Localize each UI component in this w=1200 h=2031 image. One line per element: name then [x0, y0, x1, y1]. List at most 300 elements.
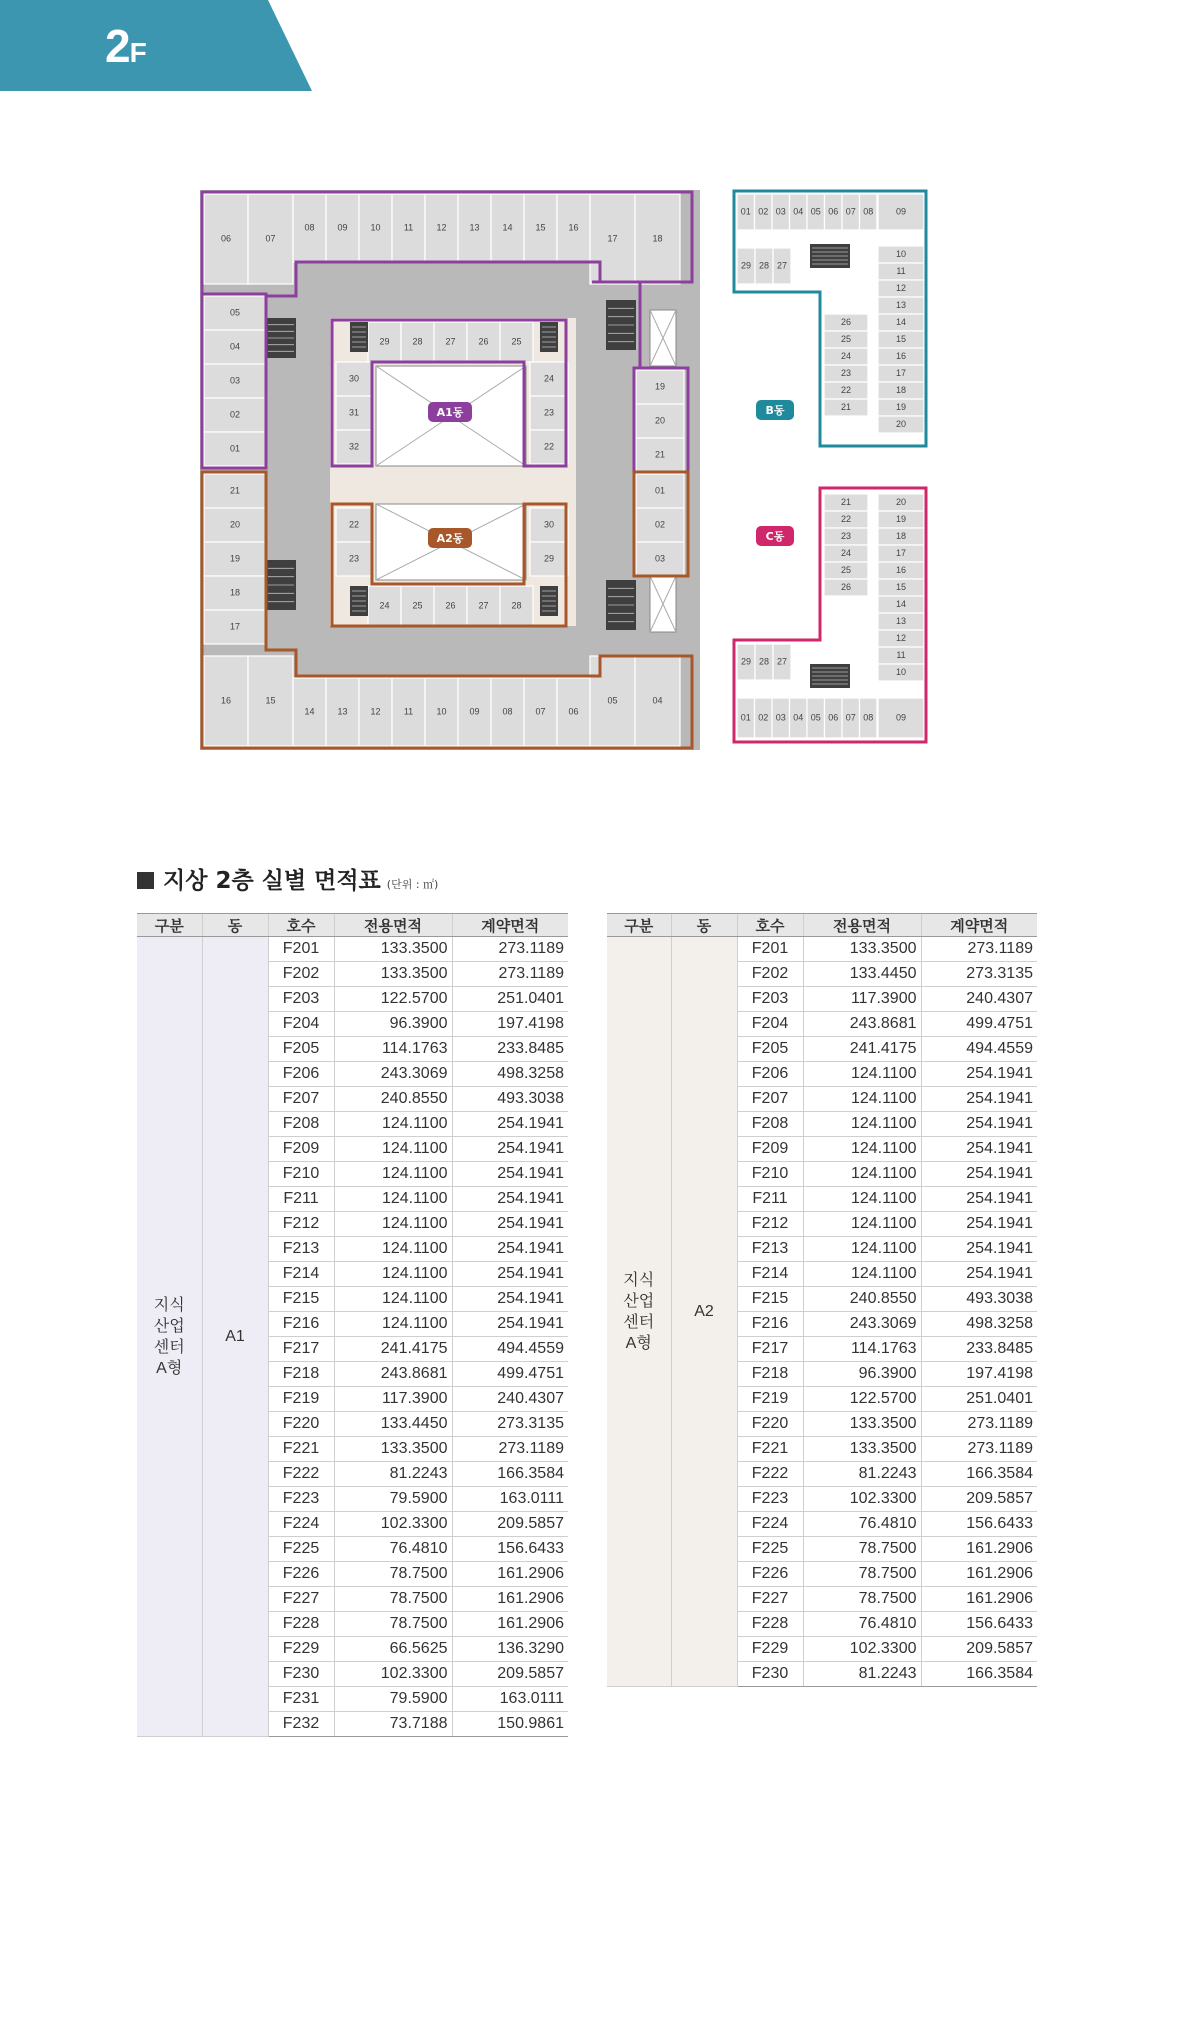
contract-area-cell: 156.6433 [921, 1612, 1037, 1637]
unit-number: 08 [502, 706, 513, 717]
unit-number: 11 [403, 222, 414, 233]
building-tag-label: A1동 [436, 406, 464, 419]
unit-number: 20 [895, 418, 907, 429]
contract-area-cell: 273.1189 [452, 1437, 568, 1462]
exclusive-area-cell: 76.4810 [334, 1537, 452, 1562]
contract-area-cell: 254.1941 [921, 1087, 1037, 1112]
unit-number: 19 [895, 401, 907, 412]
unit-cell: F211 [268, 1187, 334, 1212]
unit-cell: F222 [737, 1462, 803, 1487]
unit-number: 20 [229, 519, 241, 530]
contract-area-cell: 197.4198 [921, 1362, 1037, 1387]
unit-number: 31 [348, 407, 360, 418]
exclusive-area-cell: 124.1100 [334, 1187, 452, 1212]
contract-area-cell: 251.0401 [921, 1387, 1037, 1412]
unit-number: 22 [348, 519, 360, 530]
unit-cell: F206 [737, 1062, 803, 1087]
unit-number: 23 [543, 407, 555, 418]
exclusive-area-cell: 96.3900 [334, 1012, 452, 1037]
floor-label: 2F [105, 20, 146, 72]
unit-number: 23 [840, 530, 852, 541]
square-bullet-icon [137, 872, 154, 889]
exclusive-area-cell: 124.1100 [334, 1287, 452, 1312]
building-tag-label: C동 [765, 530, 785, 543]
unit-number: 28 [511, 600, 522, 611]
exclusive-area-cell: 76.4810 [803, 1512, 921, 1537]
unit-number: 08 [863, 712, 874, 723]
unit-number: 22 [840, 513, 852, 524]
unit-cell: F214 [268, 1262, 334, 1287]
unit-number: 22 [543, 441, 555, 452]
area-table-a1 [137, 913, 568, 1737]
unit-number: 25 [412, 600, 423, 611]
unit-number: 04 [793, 712, 804, 723]
contract-area-cell: 166.3584 [921, 1662, 1037, 1687]
unit-cell: F218 [268, 1362, 334, 1387]
contract-area-cell: 163.0111 [452, 1687, 568, 1712]
contract-area-cell: 240.4307 [921, 987, 1037, 1012]
unit-cell: F218 [737, 1362, 803, 1387]
exclusive-area-cell: 243.3069 [803, 1312, 921, 1337]
unit-number: 15 [265, 695, 276, 706]
unit-number: 13 [469, 222, 480, 233]
unit-cell: F230 [737, 1662, 803, 1687]
unit-number: 04 [229, 341, 241, 352]
exclusive-area-cell: 243.8681 [803, 1012, 921, 1037]
unit-cell: F229 [737, 1637, 803, 1662]
unit-number: 19 [895, 513, 907, 524]
unit-cell: F226 [737, 1562, 803, 1587]
unit-number: 14 [895, 598, 907, 609]
header-unit: 호수 [268, 914, 334, 937]
contract-area-cell: 233.8485 [452, 1037, 568, 1062]
exclusive-area-cell: 79.5900 [334, 1487, 452, 1512]
unit-number: 30 [348, 373, 360, 384]
contract-area-cell: 136.3290 [452, 1637, 568, 1662]
unit-number: 28 [412, 336, 423, 347]
unit-cell: F205 [737, 1037, 803, 1062]
contract-area-cell: 209.5857 [452, 1662, 568, 1687]
exclusive-area-cell: 96.3900 [803, 1362, 921, 1387]
unit-cell: F225 [737, 1537, 803, 1562]
unit-cell: F219 [737, 1387, 803, 1412]
unit-number: 07 [265, 233, 276, 244]
contract-area-cell: 493.3038 [921, 1287, 1037, 1312]
exclusive-area-cell: 243.8681 [334, 1362, 452, 1387]
unit-number: 28 [758, 656, 770, 667]
unit-number: 22 [840, 384, 852, 395]
unit-number: 10 [370, 222, 381, 233]
unit-cell: F219 [268, 1387, 334, 1412]
exclusive-area-cell: 78.7500 [803, 1562, 921, 1587]
exclusive-area-cell: 124.1100 [334, 1212, 452, 1237]
exclusive-area-cell: 124.1100 [803, 1087, 921, 1112]
unit-number: 17 [229, 621, 241, 632]
unit-number: 25 [840, 333, 852, 344]
unit-number: 23 [840, 367, 852, 378]
contract-area-cell: 254.1941 [921, 1112, 1037, 1137]
unit-number: 19 [654, 381, 666, 392]
unit-cell: F232 [268, 1712, 334, 1737]
exclusive-area-cell: 133.3500 [334, 1437, 452, 1462]
exclusive-area-cell: 124.1100 [803, 1112, 921, 1137]
unit-cell: F210 [737, 1162, 803, 1187]
unit-cell: F209 [737, 1137, 803, 1162]
unit-cell: F207 [268, 1087, 334, 1112]
contract-area-cell: 499.4751 [921, 1012, 1037, 1037]
unit-number: 16 [895, 350, 907, 361]
unit-cell: F221 [268, 1437, 334, 1462]
unit-number: 08 [304, 222, 315, 233]
header-contract-area: 계약면적 [452, 914, 568, 937]
exclusive-area-cell: 122.5700 [803, 1387, 921, 1412]
unit-number: 21 [229, 485, 241, 496]
unit-number: 02 [758, 206, 769, 217]
contract-area-cell: 273.1189 [452, 937, 568, 962]
unit-number: 17 [895, 367, 907, 378]
unit-number: 01 [229, 443, 241, 454]
header-unit: 호수 [737, 914, 803, 937]
unit-number: 25 [840, 564, 852, 575]
unit-number: 28 [758, 260, 770, 271]
contract-area-cell: 254.1941 [452, 1187, 568, 1212]
unit-number: 14 [502, 222, 513, 233]
unit-number: 07 [845, 206, 856, 217]
unit-number: 01 [740, 712, 751, 723]
unit-number: 12 [895, 632, 907, 643]
unit-number: 06 [828, 206, 839, 217]
unit-number: 07 [845, 712, 856, 723]
header-dong: 동 [671, 914, 737, 937]
contract-area-cell: 209.5857 [452, 1512, 568, 1537]
unit-cell: F210 [268, 1162, 334, 1187]
unit-number: 03 [775, 712, 786, 723]
exclusive-area-cell: 81.2243 [803, 1462, 921, 1487]
contract-area-cell: 156.6433 [921, 1512, 1037, 1537]
unit-cell: F217 [268, 1337, 334, 1362]
exclusive-area-cell: 243.3069 [334, 1062, 452, 1087]
unit-number: 24 [379, 600, 390, 611]
contract-area-cell: 254.1941 [452, 1212, 568, 1237]
unit-number: 16 [568, 222, 579, 233]
contract-area-cell: 197.4198 [452, 1012, 568, 1037]
contract-area-cell: 273.1189 [921, 1412, 1037, 1437]
unit-number: 14 [304, 706, 315, 717]
contract-area-cell: 254.1941 [452, 1262, 568, 1287]
contract-area-cell: 494.4559 [921, 1037, 1037, 1062]
header-exclusive-area: 전용면적 [803, 914, 921, 937]
unit-number: 11 [896, 265, 906, 276]
contract-area-cell: 254.1941 [921, 1162, 1037, 1187]
exclusive-area-cell: 240.8550 [334, 1087, 452, 1112]
unit-number: 25 [511, 336, 522, 347]
exclusive-area-cell: 124.1100 [803, 1137, 921, 1162]
exclusive-area-cell: 81.2243 [334, 1462, 452, 1487]
unit-cell: F216 [268, 1312, 334, 1337]
unit-number: 11 [403, 706, 414, 717]
unit-cell: F216 [737, 1312, 803, 1337]
exclusive-area-cell: 133.4450 [803, 962, 921, 987]
unit-cell: F202 [268, 962, 334, 987]
contract-area-cell: 498.3258 [921, 1312, 1037, 1337]
contract-area-cell: 254.1941 [452, 1137, 568, 1162]
unit-number: 08 [863, 206, 874, 217]
category-cell: 지식 산업 센터 A형 [137, 937, 202, 1737]
contract-area-cell: 273.3135 [452, 1412, 568, 1437]
exclusive-area-cell: 124.1100 [803, 1162, 921, 1187]
exclusive-area-cell: 78.7500 [334, 1587, 452, 1612]
exclusive-area-cell: 124.1100 [334, 1112, 452, 1137]
unit-number: 18 [229, 587, 241, 598]
unit-number: 04 [652, 695, 663, 706]
unit-cell: F202 [737, 962, 803, 987]
contract-area-cell: 254.1941 [452, 1312, 568, 1337]
exclusive-area-cell: 78.7500 [334, 1612, 452, 1637]
unit-number: 09 [895, 712, 907, 723]
unit-number: 27 [445, 336, 456, 347]
unit-number: 17 [895, 547, 907, 558]
unit-number: 29 [740, 656, 752, 667]
unit-number: 21 [840, 401, 852, 412]
unit-cell: F215 [737, 1287, 803, 1312]
unit-cell: F211 [737, 1187, 803, 1212]
unit-number: 05 [810, 712, 821, 723]
unit-number: 03 [775, 206, 786, 217]
exclusive-area-cell: 133.4450 [334, 1412, 452, 1437]
unit-number: 27 [478, 600, 489, 611]
exclusive-area-cell: 124.1100 [334, 1162, 452, 1187]
exclusive-area-cell: 78.7500 [803, 1587, 921, 1612]
unit-number: 18 [895, 384, 907, 395]
unit-number: 01 [654, 485, 666, 496]
dong-cell: A2 [671, 937, 737, 1687]
contract-area-cell: 163.0111 [452, 1487, 568, 1512]
unit-note: (단위 : ㎡) [386, 878, 439, 891]
unit-number: 21 [654, 449, 666, 460]
unit-cell: F227 [737, 1587, 803, 1612]
unit-cell: F208 [737, 1112, 803, 1137]
unit-number: 13 [337, 706, 348, 717]
contract-area-cell: 254.1941 [921, 1062, 1037, 1087]
unit-number: 18 [895, 530, 907, 541]
unit-number: 09 [337, 222, 348, 233]
exclusive-area-cell: 78.7500 [803, 1537, 921, 1562]
unit-cell: F223 [737, 1487, 803, 1512]
unit-number: 09 [895, 206, 907, 217]
contract-area-cell: 254.1941 [921, 1137, 1037, 1162]
contract-area-cell: 161.2906 [921, 1587, 1037, 1612]
exclusive-area-cell: 79.5900 [334, 1687, 452, 1712]
building-tag-label: B동 [765, 404, 785, 417]
unit-number: 27 [776, 656, 788, 667]
exclusive-area-cell: 241.4175 [803, 1037, 921, 1062]
unit-cell: F229 [268, 1637, 334, 1662]
unit-number: 16 [895, 564, 907, 575]
unit-number: 07 [535, 706, 546, 717]
unit-number: 02 [229, 409, 241, 420]
exclusive-area-cell: 124.1100 [334, 1237, 452, 1262]
unit-cell: F203 [737, 987, 803, 1012]
unit-cell: F201 [268, 937, 334, 962]
unit-number: 32 [348, 441, 360, 452]
unit-number: 13 [895, 299, 907, 310]
unit-cell: F208 [268, 1112, 334, 1137]
unit-number: 02 [758, 712, 769, 723]
unit-number: 03 [229, 375, 241, 386]
unit-cell: F228 [737, 1612, 803, 1637]
unit-cell: F217 [737, 1337, 803, 1362]
unit-number: 26 [445, 600, 456, 611]
unit-cell: F206 [268, 1062, 334, 1087]
unit-cell: F212 [737, 1212, 803, 1237]
unit-number: 10 [895, 666, 907, 677]
contract-area-cell: 161.2906 [921, 1562, 1037, 1587]
unit-number: 12 [436, 222, 447, 233]
contract-area-cell: 273.1189 [921, 937, 1037, 962]
unit-number: 23 [348, 553, 360, 564]
unit-number: 18 [652, 233, 663, 244]
exclusive-area-cell: 122.5700 [334, 987, 452, 1012]
table-row [607, 937, 1037, 962]
unit-number: 13 [895, 615, 907, 626]
contract-area-cell: 254.1941 [921, 1212, 1037, 1237]
unit-number: 09 [469, 706, 480, 717]
exclusive-area-cell: 102.3300 [334, 1662, 452, 1687]
unit-cell: F230 [268, 1662, 334, 1687]
exclusive-area-cell: 133.3500 [803, 1412, 921, 1437]
exclusive-area-cell: 240.8550 [803, 1287, 921, 1312]
category-cell: 지식 산업 센터 A형 [607, 937, 671, 1687]
contract-area-cell: 156.6433 [452, 1537, 568, 1562]
unit-number: 05 [607, 695, 618, 706]
exclusive-area-cell: 102.3300 [803, 1637, 921, 1662]
exclusive-area-cell: 114.1763 [334, 1037, 452, 1062]
unit-number: 24 [543, 373, 555, 384]
header-contract-area: 계약면적 [921, 914, 1037, 937]
unit-number: 17 [607, 233, 618, 244]
contract-area-cell: 493.3038 [452, 1087, 568, 1112]
area-table-a2 [607, 913, 1037, 1687]
contract-area-cell: 498.3258 [452, 1062, 568, 1087]
unit-cell: F205 [268, 1037, 334, 1062]
exclusive-area-cell: 102.3300 [334, 1512, 452, 1537]
contract-area-cell: 254.1941 [921, 1237, 1037, 1262]
unit-number: 05 [810, 206, 821, 217]
unit-number: 01 [740, 206, 751, 217]
contract-area-cell: 254.1941 [921, 1262, 1037, 1287]
contract-area-cell: 161.2906 [921, 1537, 1037, 1562]
header-dong: 동 [202, 914, 268, 937]
unit-cell: F213 [737, 1237, 803, 1262]
exclusive-area-cell: 114.1763 [803, 1337, 921, 1362]
contract-area-cell: 161.2906 [452, 1562, 568, 1587]
unit-number: 24 [840, 547, 852, 558]
unit-cell: F201 [737, 937, 803, 962]
header-category: 구분 [137, 914, 202, 937]
unit-number: 27 [776, 260, 788, 271]
unit-number: 26 [840, 581, 852, 592]
exclusive-area-cell: 124.1100 [803, 1262, 921, 1287]
contract-area-cell: 161.2906 [452, 1587, 568, 1612]
unit-cell: F222 [268, 1462, 334, 1487]
unit-number: 19 [229, 553, 241, 564]
unit-number: 02 [654, 519, 666, 530]
contract-area-cell: 166.3584 [452, 1462, 568, 1487]
contract-area-cell: 209.5857 [921, 1487, 1037, 1512]
unit-number: 06 [568, 706, 579, 717]
contract-area-cell: 254.1941 [452, 1112, 568, 1137]
contract-area-cell: 254.1941 [452, 1237, 568, 1262]
unit-number: 10 [436, 706, 447, 717]
unit-number: 16 [220, 695, 232, 706]
unit-number: 10 [895, 248, 907, 259]
contract-area-cell: 499.4751 [452, 1362, 568, 1387]
unit-cell: F225 [268, 1537, 334, 1562]
unit-number: 26 [478, 336, 489, 347]
unit-number: 03 [654, 553, 666, 564]
unit-cell: F204 [737, 1012, 803, 1037]
contract-area-cell: 254.1941 [452, 1162, 568, 1187]
exclusive-area-cell: 124.1100 [803, 1212, 921, 1237]
contract-area-cell: 150.9861 [452, 1712, 568, 1737]
exclusive-area-cell: 124.1100 [334, 1312, 452, 1337]
exclusive-area-cell: 241.4175 [334, 1337, 452, 1362]
unit-cell: F226 [268, 1562, 334, 1587]
table-row [137, 937, 568, 962]
exclusive-area-cell: 117.3900 [803, 987, 921, 1012]
unit-number: 24 [840, 350, 852, 361]
exclusive-area-cell: 124.1100 [334, 1137, 452, 1162]
unit-number: 30 [543, 519, 555, 530]
unit-cell: F203 [268, 987, 334, 1012]
floor-plan [0, 0, 1200, 760]
exclusive-area-cell: 133.3500 [334, 937, 452, 962]
exclusive-area-cell: 102.3300 [803, 1487, 921, 1512]
exclusive-area-cell: 78.7500 [334, 1562, 452, 1587]
unit-number: 29 [740, 260, 752, 271]
unit-cell: F209 [268, 1137, 334, 1162]
unit-number: 14 [895, 316, 907, 327]
unit-cell: F227 [268, 1587, 334, 1612]
unit-cell: F220 [268, 1412, 334, 1437]
unit-cell: F207 [737, 1087, 803, 1112]
header-exclusive-area: 전용면적 [334, 914, 452, 937]
unit-number: 29 [379, 336, 390, 347]
exclusive-area-cell: 81.2243 [803, 1662, 921, 1687]
unit-number: 15 [895, 581, 907, 592]
unit-number: 11 [896, 649, 906, 660]
contract-area-cell: 254.1941 [452, 1287, 568, 1312]
unit-cell: F214 [737, 1262, 803, 1287]
unit-number: 06 [828, 712, 839, 723]
exclusive-area-cell: 124.1100 [803, 1187, 921, 1212]
contract-area-cell: 240.4307 [452, 1387, 568, 1412]
unit-cell: F223 [268, 1487, 334, 1512]
contract-area-cell: 251.0401 [452, 987, 568, 1012]
contract-area-cell: 209.5857 [921, 1637, 1037, 1662]
contract-area-cell: 254.1941 [921, 1187, 1037, 1212]
unit-cell: F231 [268, 1687, 334, 1712]
unit-number: 20 [654, 415, 666, 426]
unit-cell: F213 [268, 1237, 334, 1262]
unit-cell: F228 [268, 1612, 334, 1637]
contract-area-cell: 166.3584 [921, 1462, 1037, 1487]
unit-cell: F212 [268, 1212, 334, 1237]
exclusive-area-cell: 66.5625 [334, 1637, 452, 1662]
unit-number: 12 [895, 282, 907, 293]
exclusive-area-cell: 73.7188 [334, 1712, 452, 1737]
unit-cell: F220 [737, 1412, 803, 1437]
